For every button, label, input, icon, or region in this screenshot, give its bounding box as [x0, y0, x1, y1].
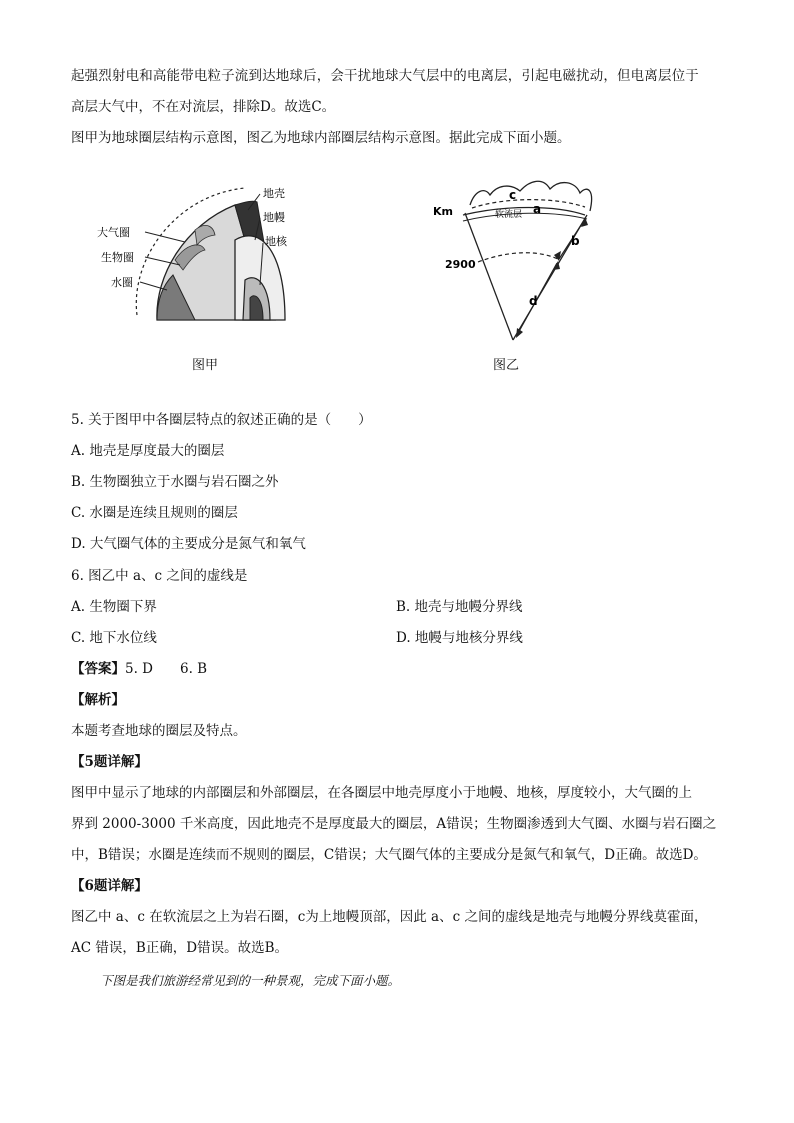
label-km: Km [433, 205, 453, 218]
label-a: a [533, 202, 542, 216]
figure-yi-caption: 图乙 [493, 358, 520, 373]
intro-line-1: 起强烈射电和高能带电粒子流到达地球后，会干扰地球大气层中的电离层，引起电磁扰动，但电离层位于 [71, 68, 699, 84]
label-mantle: 地幔 [263, 211, 285, 224]
q6-stem: 6. 图乙中 a、c 之间的虚线是 [71, 568, 248, 584]
analysis-text: 本题考查地球的圈层及特点。 [71, 723, 247, 739]
q5-option-b: B. 生物圈独立于水圈与岩石圈之外 [71, 474, 279, 490]
intro-line-3: 图甲为地球圈层结构示意图，图乙为地球内部圈层结构示意图。据此完成下面小题。 [71, 130, 571, 146]
label-2900: 2900 [445, 258, 476, 271]
label-atmosphere: 大气圈 [97, 226, 130, 239]
label-asthenosphere: 软流层 [495, 210, 523, 220]
figure-yi-diagram [425, 175, 625, 350]
detail6-line-1: 图乙中 a、c 在软流层之上为岩石圈，c为上地幔顶部，因此 a、c 之间的虚线是地壳与地幔分界线莫霍面， [71, 909, 708, 925]
detail5-line-2: 界到 2000-3000 千米高度，因此地壳不是厚度最大的圈层，A错误；生物圈渗透到大气圈、水圈与岩石圈之 [71, 816, 717, 832]
detail6-line-2: AC 错误，B正确，D错误。故选B。 [71, 940, 289, 956]
label-d: d [529, 294, 538, 308]
label-crust: 地壳 [263, 187, 285, 200]
q6-option-d: D. 地幔与地核分界线 [396, 630, 523, 646]
q5-option-c: C. 水圈是连续且规则的圈层 [71, 505, 238, 521]
label-core: 地核 [265, 235, 287, 248]
answer-row [71, 659, 207, 679]
label-hydrosphere: 水圈 [111, 276, 133, 289]
label-b: b [571, 234, 580, 248]
q6-option-a: A. 生物圈下界 [71, 599, 157, 615]
label-biosphere: 生物圈 [101, 251, 134, 264]
detail5-tag: 【5题详解】 [71, 754, 148, 770]
q5-option-d: D. 大气圈气体的主要成分是氮气和氧气 [71, 536, 306, 552]
intro-line-2: 高层大气中，不在对流层，排除D。故选C。 [71, 99, 336, 115]
answer-tag: 【答案】 [71, 661, 125, 677]
next-section-intro: 下图是我们旅游经常见到的一种景观，完成下面小题。 [100, 973, 401, 988]
q6-option-c: C. 地下水位线 [71, 630, 157, 646]
detail6-tag: 【6题详解】 [71, 878, 148, 894]
q5-option-a: A. 地壳是厚度最大的圈层 [71, 443, 225, 459]
analysis-tag: 【解析】 [71, 692, 125, 708]
figure-jia-caption: 图甲 [192, 358, 219, 373]
label-c: c [509, 188, 517, 202]
answer-text: 5. D 6. B [125, 661, 208, 677]
detail5-line-3: 中，B错误；水圈是连续而不规则的圈层，C错误；大气圈气体的主要成分是氮气和氧气，D正确。故选D。 [71, 847, 707, 863]
q6-option-b: B. 地壳与地幔分界线 [396, 599, 523, 615]
q5-stem: 5. 关于图甲中各圈层特点的叙述正确的是（ ） [71, 412, 372, 428]
figure-jia-diagram [85, 180, 315, 340]
detail5-line-1: 图甲中显示了地球的内部圈层和外部圈层，在各圈层中地壳厚度小于地幔、地核，厚度较小，大气圈的上 [71, 785, 692, 801]
